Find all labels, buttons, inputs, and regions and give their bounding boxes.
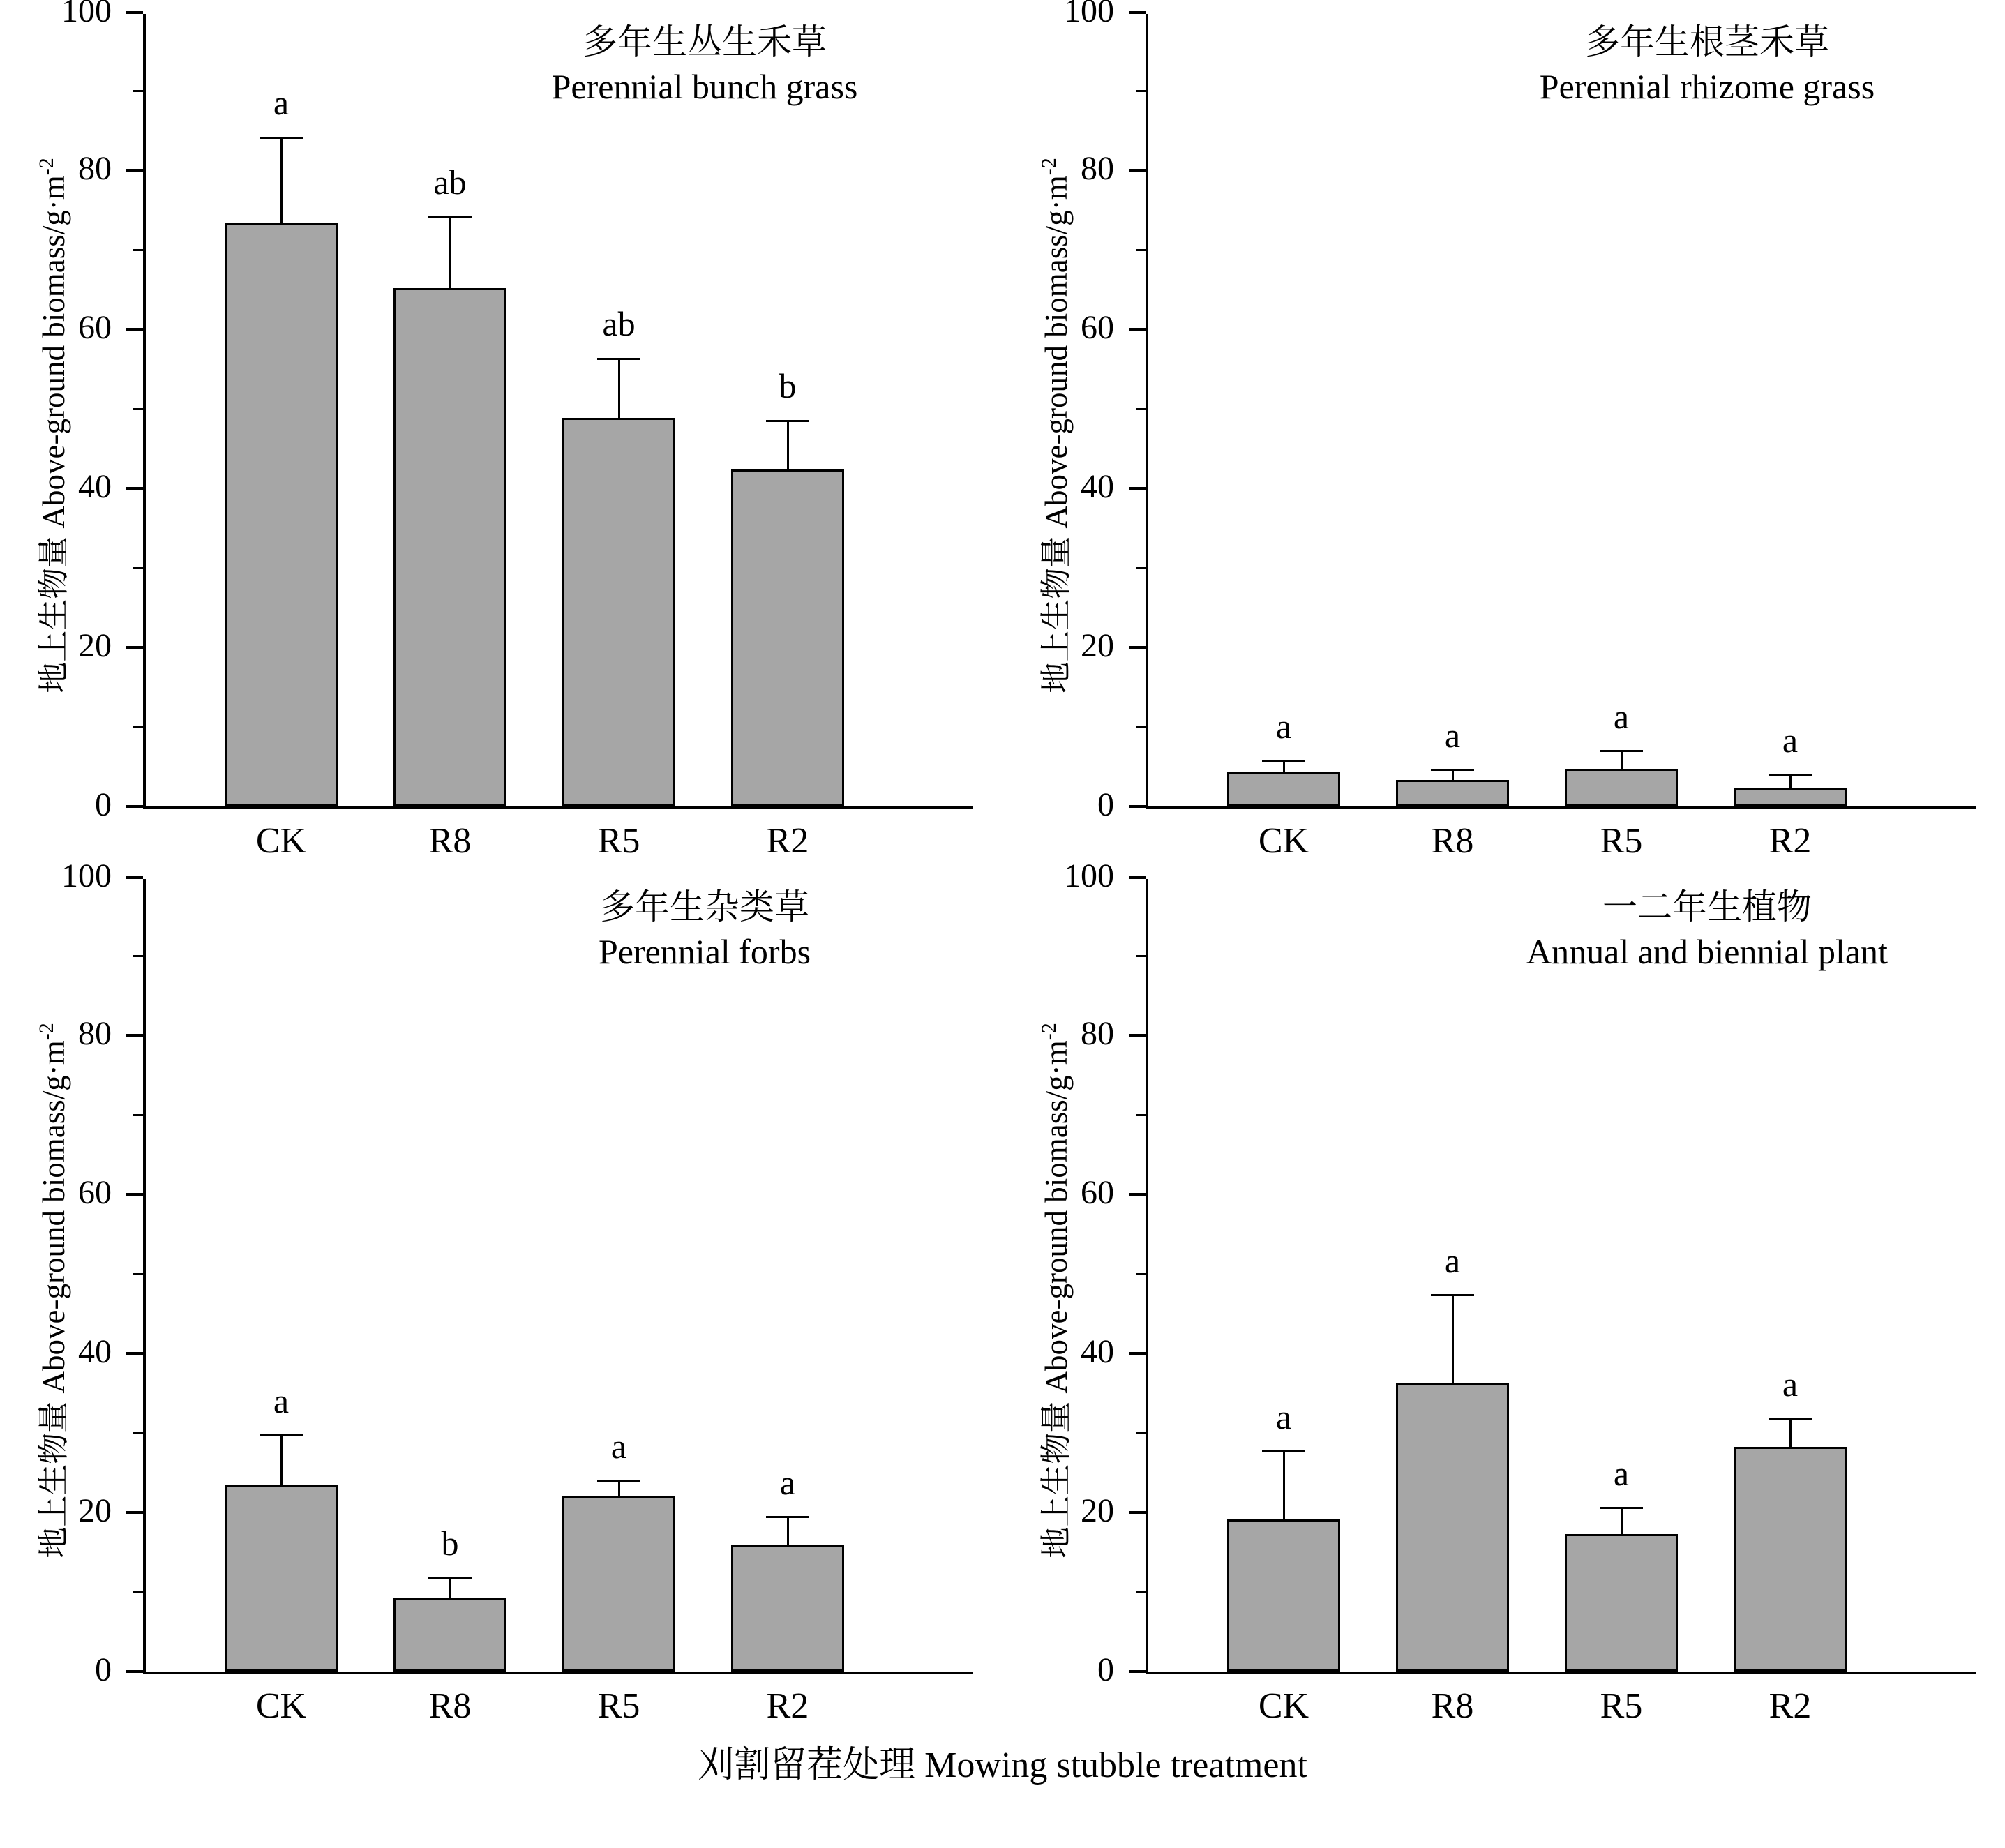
y-tick-40 bbox=[126, 1352, 143, 1355]
y-tick-20 bbox=[1129, 646, 1146, 649]
panel-perennial-bunch-grass bbox=[0, 0, 1002, 865]
y-axis-title bbox=[27, 886, 71, 1695]
errorbar-r8-cap bbox=[1431, 769, 1474, 771]
errorbar-ck-cap bbox=[1262, 1450, 1305, 1452]
sig-label-r5: a bbox=[1613, 697, 1630, 736]
y-tick-label-20: 20 bbox=[78, 1492, 112, 1529]
y-axis-title-sup: -2 bbox=[35, 1023, 58, 1041]
errorbar-r5-line bbox=[1621, 1507, 1623, 1534]
y-tick-80 bbox=[1129, 1034, 1146, 1037]
panel-title-en: Annual and biennial plant bbox=[1526, 932, 1888, 971]
x-tick-label-r8: R8 bbox=[428, 821, 472, 861]
x-tick-label-r5: R5 bbox=[1600, 1686, 1643, 1726]
x-tick-label-r8: R8 bbox=[1431, 821, 1474, 861]
y-tick-minor-50 bbox=[133, 408, 143, 410]
errorbar-r2-cap bbox=[766, 420, 809, 422]
y-axis-line bbox=[1146, 14, 1148, 809]
y-tick-minor-90 bbox=[133, 955, 143, 957]
panel-title-en: Perennial rhizome grass bbox=[1539, 67, 1875, 106]
y-tick-40 bbox=[1129, 1352, 1146, 1355]
y-axis-title-cn: 地上生物量 bbox=[36, 1401, 71, 1558]
y-axis-title bbox=[1029, 21, 1074, 830]
y-tick-60 bbox=[126, 1193, 143, 1196]
errorbar-r8-line bbox=[449, 216, 451, 288]
y-tick-minor-90 bbox=[133, 90, 143, 92]
y-axis-title-cn: 地上生物量 bbox=[1039, 1401, 1074, 1558]
y-tick-label-60: 60 bbox=[1081, 1174, 1114, 1211]
y-tick-minor-30 bbox=[133, 567, 143, 569]
y-tick-label-0: 0 bbox=[1097, 1651, 1114, 1688]
x-tick-label-r5: R5 bbox=[597, 821, 640, 861]
errorbar-r8-line bbox=[1452, 1294, 1454, 1383]
errorbar-ck-line bbox=[1283, 1450, 1285, 1519]
y-axis-title bbox=[1029, 886, 1074, 1695]
y-axis-title bbox=[27, 21, 71, 830]
y-tick-0 bbox=[126, 1670, 143, 1673]
errorbar-r5-line bbox=[618, 1480, 620, 1496]
y-axis-title-sup: -2 bbox=[1037, 1023, 1060, 1041]
bar-r5 bbox=[562, 1496, 675, 1672]
x-axis-title: 刈割留茬处理 Mowing stubble treatment bbox=[698, 1745, 1307, 1785]
y-axis-title-cn: 地上生物量 bbox=[36, 536, 71, 693]
y-tick-minor-10 bbox=[1136, 726, 1146, 728]
y-tick-20 bbox=[1129, 1511, 1146, 1514]
panel-perennial-forbs bbox=[0, 857, 1002, 1730]
x-tick-label-r2: R2 bbox=[1769, 1686, 1812, 1726]
sig-label-ck: a bbox=[273, 1381, 290, 1420]
errorbar-r8-cap bbox=[1431, 1294, 1474, 1296]
bar-r8 bbox=[1396, 780, 1509, 806]
y-tick-40 bbox=[1129, 487, 1146, 490]
sig-label-r5: ab bbox=[602, 304, 636, 343]
errorbar-r2-line bbox=[1789, 1418, 1792, 1447]
errorbar-ck-cap bbox=[1262, 760, 1305, 762]
sig-label-r2: a bbox=[1782, 721, 1799, 760]
bar-r8 bbox=[1396, 1383, 1509, 1672]
y-tick-minor-30 bbox=[1136, 567, 1146, 569]
y-tick-0 bbox=[126, 805, 143, 808]
y-tick-100 bbox=[1129, 876, 1146, 879]
y-tick-100 bbox=[126, 876, 143, 879]
bar-ck bbox=[1227, 1519, 1340, 1672]
x-tick-label-r5: R5 bbox=[597, 1686, 640, 1726]
panel-title-cn: 多年生丛生禾草 bbox=[583, 22, 827, 61]
y-tick-label-100: 100 bbox=[1064, 0, 1114, 29]
y-tick-100 bbox=[1129, 11, 1146, 14]
errorbar-r8-cap bbox=[428, 216, 472, 218]
plot-area-2 bbox=[1064, 0, 1976, 861]
errorbar-r5-line bbox=[618, 358, 620, 418]
y-axis-title-en: Above-ground biomass/g·m bbox=[36, 1040, 71, 1394]
y-tick-label-80: 80 bbox=[1081, 1015, 1114, 1052]
y-tick-20 bbox=[126, 646, 143, 649]
y-axis-title-sup: -2 bbox=[1037, 158, 1060, 176]
bar-ck bbox=[225, 1485, 338, 1672]
y-axis-title-sup: -2 bbox=[35, 158, 58, 176]
y-tick-label-80: 80 bbox=[78, 150, 112, 187]
y-tick-80 bbox=[1129, 169, 1146, 172]
y-tick-60 bbox=[1129, 328, 1146, 331]
errorbar-r8-line bbox=[449, 1577, 451, 1598]
panel-title-cn: 一二年生植物 bbox=[1602, 887, 1812, 926]
y-tick-20 bbox=[126, 1511, 143, 1514]
y-tick-label-20: 20 bbox=[78, 627, 112, 664]
bar-r5 bbox=[1565, 769, 1678, 806]
sig-label-ck: a bbox=[273, 83, 290, 122]
y-tick-40 bbox=[126, 487, 143, 490]
y-tick-label-0: 0 bbox=[95, 786, 112, 823]
plot-area-3 bbox=[61, 857, 973, 1726]
y-tick-label-80: 80 bbox=[1081, 150, 1114, 187]
y-axis-line bbox=[143, 879, 146, 1674]
x-tick-label-r5: R5 bbox=[1600, 821, 1643, 861]
errorbar-r5-cap bbox=[1600, 1507, 1643, 1509]
y-tick-minor-10 bbox=[1136, 1591, 1146, 1593]
errorbar-r2-cap bbox=[1769, 774, 1812, 776]
panel-title-cn: 多年生杂类草 bbox=[600, 887, 809, 926]
x-axis-line bbox=[1146, 1672, 1976, 1674]
errorbar-r2-line bbox=[1789, 774, 1792, 788]
sig-label-r2: a bbox=[1782, 1365, 1799, 1404]
y-axis-title-cn: 地上生物量 bbox=[1039, 536, 1074, 693]
panel-title-en: Perennial bunch grass bbox=[551, 67, 858, 106]
bar-r2 bbox=[731, 1545, 844, 1672]
y-tick-label-100: 100 bbox=[61, 857, 112, 894]
y-tick-100 bbox=[126, 11, 143, 14]
y-tick-minor-70 bbox=[1136, 1114, 1146, 1116]
sig-label-r8: a bbox=[1444, 716, 1461, 755]
errorbar-ck-cap bbox=[260, 1434, 303, 1436]
y-tick-label-60: 60 bbox=[78, 309, 112, 346]
sig-label-r2: a bbox=[779, 1463, 796, 1502]
sig-label-r5: a bbox=[610, 1427, 627, 1466]
y-tick-label-0: 0 bbox=[1097, 786, 1114, 823]
y-tick-minor-90 bbox=[1136, 90, 1146, 92]
panel-title-1 bbox=[433, 20, 977, 109]
sig-label-ck: a bbox=[1275, 707, 1292, 746]
y-tick-label-40: 40 bbox=[1081, 468, 1114, 505]
sig-label-r8: ab bbox=[433, 163, 467, 202]
y-tick-80 bbox=[126, 1034, 143, 1037]
y-tick-label-100: 100 bbox=[1064, 857, 1114, 894]
errorbar-r2-cap bbox=[766, 1516, 809, 1518]
x-axis-line bbox=[1146, 806, 1976, 809]
sig-label-r2: b bbox=[779, 366, 797, 405]
bar-r2 bbox=[1734, 1447, 1847, 1672]
panel-title-2 bbox=[1435, 20, 1979, 109]
errorbar-r5-line bbox=[1621, 750, 1623, 769]
x-tick-label-r2: R2 bbox=[766, 821, 809, 861]
errorbar-r2-line bbox=[787, 420, 789, 469]
y-tick-minor-90 bbox=[1136, 955, 1146, 957]
errorbar-ck-cap bbox=[260, 137, 303, 139]
y-tick-label-40: 40 bbox=[78, 1333, 112, 1370]
bar-r2 bbox=[1734, 788, 1847, 806]
y-axis-title-en: Above-ground biomass/g·m bbox=[1039, 1040, 1074, 1394]
panel-title-4 bbox=[1421, 885, 1993, 974]
panel-annual-biennial-plant bbox=[1002, 857, 2005, 1730]
y-tick-minor-30 bbox=[133, 1432, 143, 1434]
panel-title-3 bbox=[433, 885, 977, 974]
y-tick-minor-10 bbox=[133, 1591, 143, 1593]
y-tick-minor-10 bbox=[133, 726, 143, 728]
bar-r2 bbox=[731, 469, 844, 806]
x-axis-line bbox=[143, 1672, 973, 1674]
errorbar-ck-line bbox=[280, 137, 283, 223]
bar-ck bbox=[225, 223, 338, 806]
errorbar-ck-line bbox=[280, 1434, 283, 1485]
x-tick-label-r2: R2 bbox=[1769, 821, 1812, 861]
sig-label-r5: a bbox=[1613, 1454, 1630, 1493]
plot-area-1 bbox=[61, 0, 973, 861]
y-tick-label-0: 0 bbox=[95, 1651, 112, 1688]
sig-label-ck: a bbox=[1275, 1397, 1292, 1436]
bar-r5 bbox=[562, 418, 675, 806]
errorbar-r5-cap bbox=[597, 358, 640, 360]
errorbar-r2-cap bbox=[1769, 1418, 1812, 1420]
y-tick-label-40: 40 bbox=[78, 468, 112, 505]
x-tick-label-ck: CK bbox=[255, 1686, 307, 1726]
y-tick-60 bbox=[126, 328, 143, 331]
x-tick-label-ck: CK bbox=[1258, 1686, 1309, 1726]
y-tick-label-100: 100 bbox=[61, 0, 112, 29]
plot-area-4 bbox=[1064, 857, 1976, 1726]
x-tick-label-r2: R2 bbox=[766, 1686, 809, 1726]
x-tick-label-ck: CK bbox=[1258, 821, 1309, 861]
y-tick-minor-70 bbox=[1136, 249, 1146, 251]
bar-ck bbox=[1227, 772, 1340, 806]
bar-r8 bbox=[393, 1598, 506, 1672]
errorbar-r5-cap bbox=[1600, 750, 1643, 752]
y-axis-line bbox=[1146, 879, 1148, 1674]
errorbar-r5-cap bbox=[597, 1480, 640, 1482]
panel-title-en: Perennial forbs bbox=[598, 932, 811, 971]
errorbar-r8-cap bbox=[428, 1577, 472, 1579]
y-tick-minor-70 bbox=[133, 1114, 143, 1116]
y-tick-80 bbox=[126, 169, 143, 172]
x-tick-label-r8: R8 bbox=[1431, 1686, 1474, 1726]
panel-perennial-rhizome-grass bbox=[1002, 0, 2005, 865]
y-tick-0 bbox=[1129, 1670, 1146, 1673]
y-tick-0 bbox=[1129, 805, 1146, 808]
y-tick-60 bbox=[1129, 1193, 1146, 1196]
y-tick-minor-50 bbox=[1136, 1273, 1146, 1275]
panel-title-cn: 多年生根茎禾草 bbox=[1585, 22, 1829, 61]
y-axis-line bbox=[143, 14, 146, 809]
y-tick-minor-30 bbox=[1136, 1432, 1146, 1434]
bar-r5 bbox=[1565, 1534, 1678, 1672]
y-tick-label-80: 80 bbox=[78, 1015, 112, 1052]
x-tick-label-ck: CK bbox=[255, 821, 307, 861]
sig-label-r8: b bbox=[441, 1524, 459, 1563]
errorbar-r2-line bbox=[787, 1516, 789, 1545]
sig-label-r8: a bbox=[1444, 1241, 1461, 1280]
y-axis-title-en: Above-ground biomass/g·m bbox=[1039, 175, 1074, 529]
x-axis-line bbox=[143, 806, 973, 809]
y-tick-minor-50 bbox=[1136, 408, 1146, 410]
y-tick-label-20: 20 bbox=[1081, 1492, 1114, 1529]
y-axis-title-en: Above-ground biomass/g·m bbox=[36, 175, 71, 529]
y-tick-label-60: 60 bbox=[78, 1174, 112, 1211]
y-tick-minor-50 bbox=[133, 1273, 143, 1275]
y-tick-label-20: 20 bbox=[1081, 627, 1114, 664]
y-tick-minor-70 bbox=[133, 249, 143, 251]
x-tick-label-r8: R8 bbox=[428, 1686, 472, 1726]
y-tick-label-40: 40 bbox=[1081, 1333, 1114, 1370]
y-tick-label-60: 60 bbox=[1081, 309, 1114, 346]
bar-r8 bbox=[393, 288, 506, 806]
